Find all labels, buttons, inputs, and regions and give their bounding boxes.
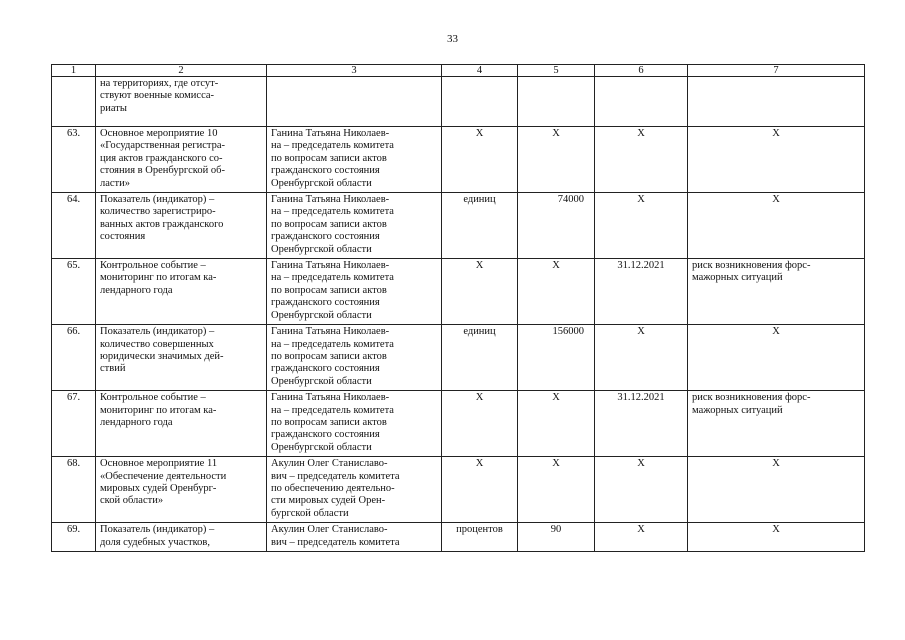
value: 90	[518, 523, 595, 552]
unit: единиц	[442, 193, 518, 259]
responsible: Ганина Татьяна Николаев- на – председатель комитета по вопросам записи актов гражданского состояния Оренбургской области	[267, 127, 442, 193]
unit: единиц	[442, 325, 518, 391]
table-row	[52, 127, 865, 193]
value: X	[518, 259, 595, 325]
row-number: 64.	[52, 193, 96, 259]
value: X	[518, 457, 595, 523]
event-name: Показатель (индикатор) – количество совершенных юридически значимых дей- ствий	[96, 325, 267, 391]
table-row	[52, 259, 865, 325]
event-name: Основное мероприятие 10 «Государственная регистра- ция актов гражданского со- стояния в Оренбургской об- ласти»	[96, 127, 267, 193]
unit: X	[442, 391, 518, 457]
plan-table	[51, 64, 865, 552]
header-cell: 1	[52, 65, 96, 77]
deadline: X	[595, 325, 688, 391]
deadline: 31.12.2021	[595, 259, 688, 325]
event-name: на территориях, где отсут- ствуют военные комисса- риаты	[96, 77, 267, 127]
event-name: Показатель (индикатор) – доля судебных участков,	[96, 523, 267, 552]
risk: X	[688, 193, 865, 259]
row-number: 69.	[52, 523, 96, 552]
table-row	[52, 193, 865, 259]
value: X	[518, 127, 595, 193]
responsible: Ганина Татьяна Николаев- на – председатель комитета по вопросам записи актов гражданского состояния Оренбургской области	[267, 391, 442, 457]
deadline: X	[595, 523, 688, 552]
row-number	[52, 77, 96, 127]
event-name: Основное мероприятие 11 «Обеспечение деятельности мировых судей Оренбург- ской области»	[96, 457, 267, 523]
risk: X	[688, 325, 865, 391]
event-name: Контрольное событие – мониторинг по итогам ка- лендарного года	[96, 391, 267, 457]
value: 74000	[518, 193, 595, 259]
header-cell: 7	[688, 65, 865, 77]
row-number: 65.	[52, 259, 96, 325]
unit	[442, 77, 518, 127]
page-number: 33	[447, 33, 458, 45]
risk: риск возникновения форс- мажорных ситуаций	[688, 259, 865, 325]
header-cell: 3	[267, 65, 442, 77]
table-row	[52, 523, 865, 552]
unit: процентов	[442, 523, 518, 552]
risk: X	[688, 457, 865, 523]
risk: X	[688, 127, 865, 193]
header-cell: 5	[518, 65, 595, 77]
value: 156000	[518, 325, 595, 391]
responsible	[267, 77, 442, 127]
responsible: Ганина Татьяна Николаев- на – председатель комитета по вопросам записи актов гражданского состояния Оренбургской области	[267, 259, 442, 325]
event-name: Контрольное событие – мониторинг по итогам ка- лендарного года	[96, 259, 267, 325]
row-number: 68.	[52, 457, 96, 523]
responsible: Ганина Татьяна Николаев- на – председатель комитета по вопросам записи актов гражданского состояния Оренбургской области	[267, 193, 442, 259]
table-row	[52, 457, 865, 523]
unit: X	[442, 457, 518, 523]
value	[518, 77, 595, 127]
header-cell: 6	[595, 65, 688, 77]
table-row	[52, 391, 865, 457]
risk: X	[688, 523, 865, 552]
deadline: X	[595, 193, 688, 259]
table-row	[52, 77, 865, 127]
table-row	[52, 325, 865, 391]
responsible: Акулин Олег Станиславо- вич – председатель комитета по обеспечению деятельно- сти мировых судей Орен- бургской области	[267, 457, 442, 523]
unit: X	[442, 259, 518, 325]
header-cell: 4	[442, 65, 518, 77]
deadline: X	[595, 457, 688, 523]
row-number: 63.	[52, 127, 96, 193]
unit: X	[442, 127, 518, 193]
deadline	[595, 77, 688, 127]
deadline: 31.12.2021	[595, 391, 688, 457]
event-name: Показатель (индикатор) – количество зарегистриро- ванных актов гражданского состояния	[96, 193, 267, 259]
responsible: Ганина Татьяна Николаев- на – председатель комитета по вопросам записи актов гражданского состояния Оренбургской области	[267, 325, 442, 391]
risk: риск возникновения форс- мажорных ситуаций	[688, 391, 865, 457]
row-number: 67.	[52, 391, 96, 457]
deadline: X	[595, 127, 688, 193]
row-number: 66.	[52, 325, 96, 391]
value: X	[518, 391, 595, 457]
header-row	[52, 65, 865, 77]
risk	[688, 77, 865, 127]
header-cell: 2	[96, 65, 267, 77]
responsible: Акулин Олег Станиславо- вич – председатель комитета	[267, 523, 442, 552]
